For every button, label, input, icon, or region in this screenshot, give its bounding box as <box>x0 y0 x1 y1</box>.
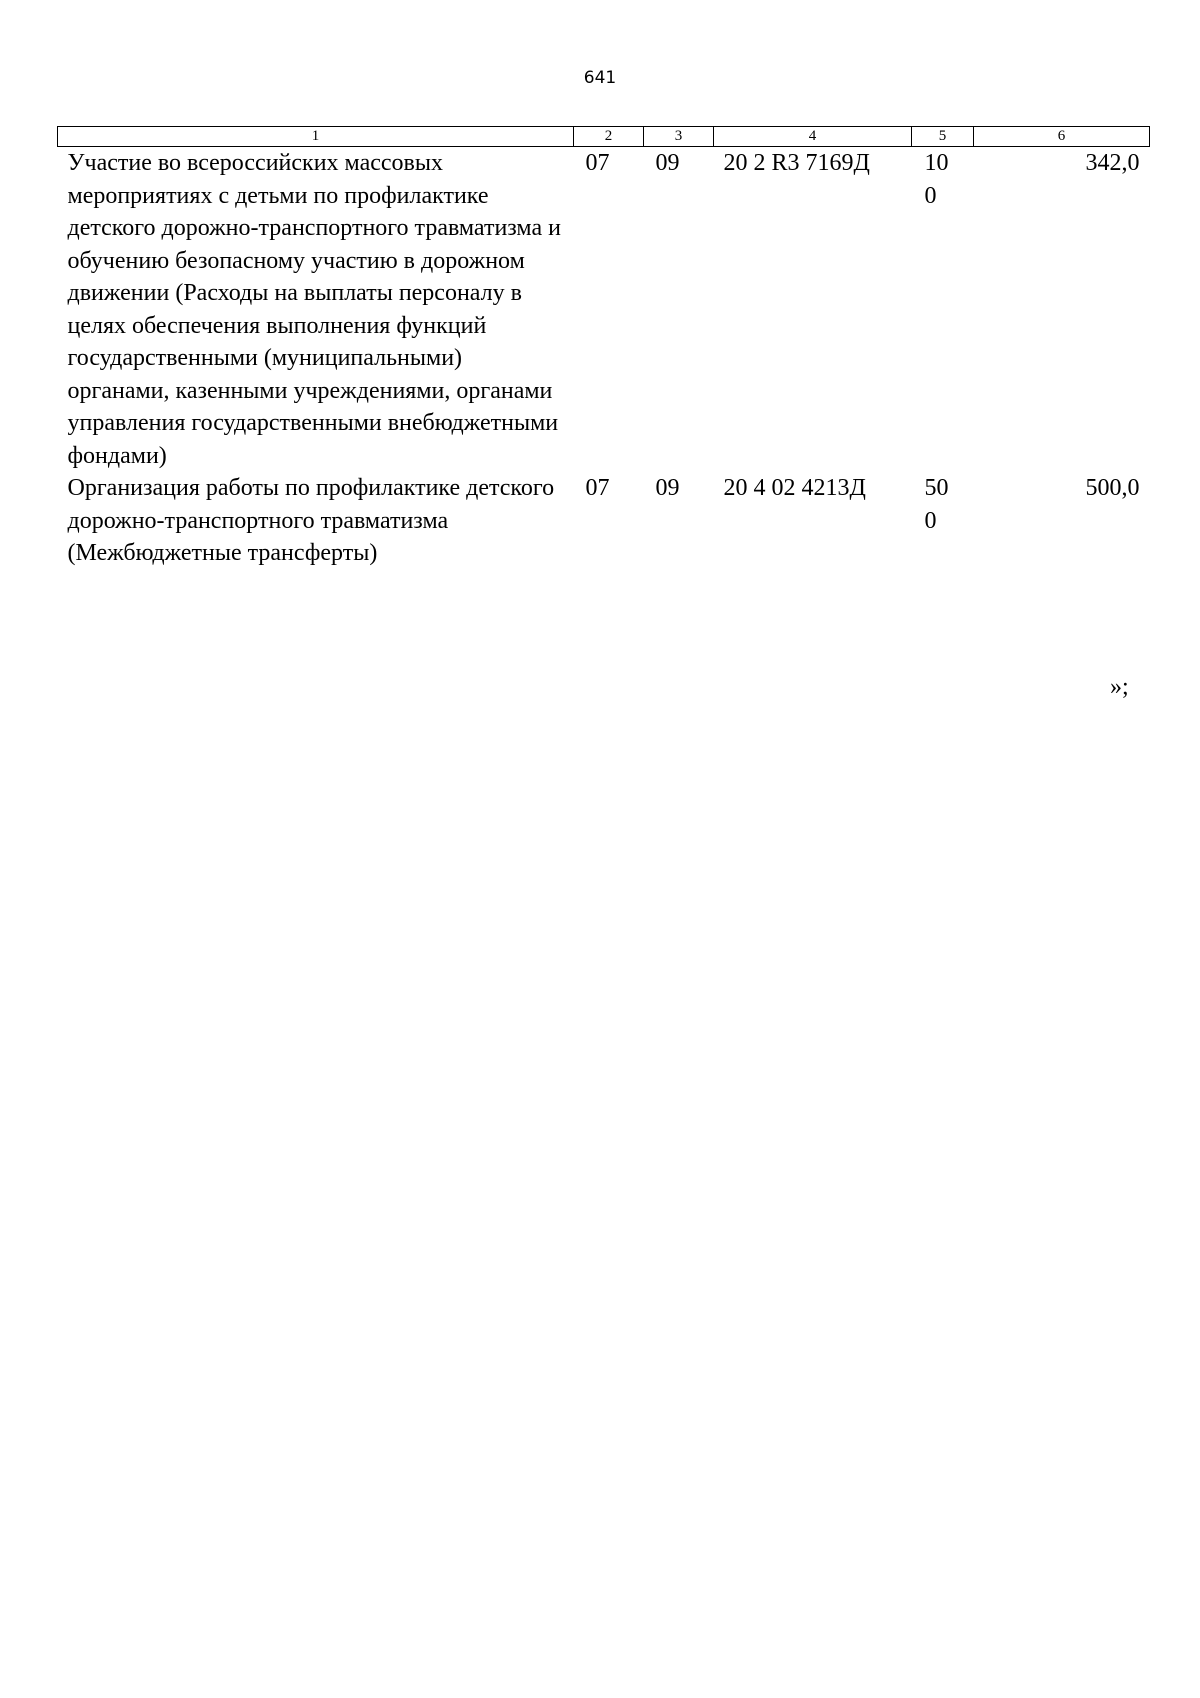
row-amount: 342,0 <box>1085 150 1140 176</box>
budget-table <box>57 126 1150 570</box>
column-header: 3 <box>644 127 714 147</box>
row-name: Участие во всероссийских массовых мероприятиях с детьми по профилактике детского дорожно-транспортного травматизма и обучению безопасному участию в дорожном движении (Расходы на выплаты персоналу в целях обеспечения выполнения функций государственными (муниципальными) органами, казенными учреждениями, органами управления государственными внебюджетными фондами) <box>67 150 561 469</box>
row-target-article: 20 2 R3 7169Д <box>723 150 870 176</box>
column-header: 5 <box>912 127 974 147</box>
row-amount: 500,0 <box>1085 475 1140 501</box>
row-target-article: 20 4 02 4213Д <box>723 475 866 501</box>
closing-quote-mark: »; <box>1110 674 1129 700</box>
row-subsection: 09 <box>655 150 680 176</box>
row-name: Организация работы по профилактике детского дорожно-транспортного травматизма (Межбюджетные трансферты) <box>67 475 555 566</box>
row-expense-type: 100 <box>924 150 949 209</box>
table-header-row <box>58 127 1150 147</box>
row-expense-type: 500 <box>924 475 949 534</box>
row-subsection: 09 <box>655 475 680 501</box>
column-header: 2 <box>574 127 644 147</box>
table-row <box>58 147 1150 473</box>
row-section: 07 <box>585 150 610 176</box>
page-number: 641 <box>583 68 617 88</box>
column-header: 1 <box>58 127 574 147</box>
column-header: 4 <box>714 127 912 147</box>
table-row <box>58 472 1150 570</box>
row-section: 07 <box>585 475 610 501</box>
column-header: 6 <box>974 127 1150 147</box>
